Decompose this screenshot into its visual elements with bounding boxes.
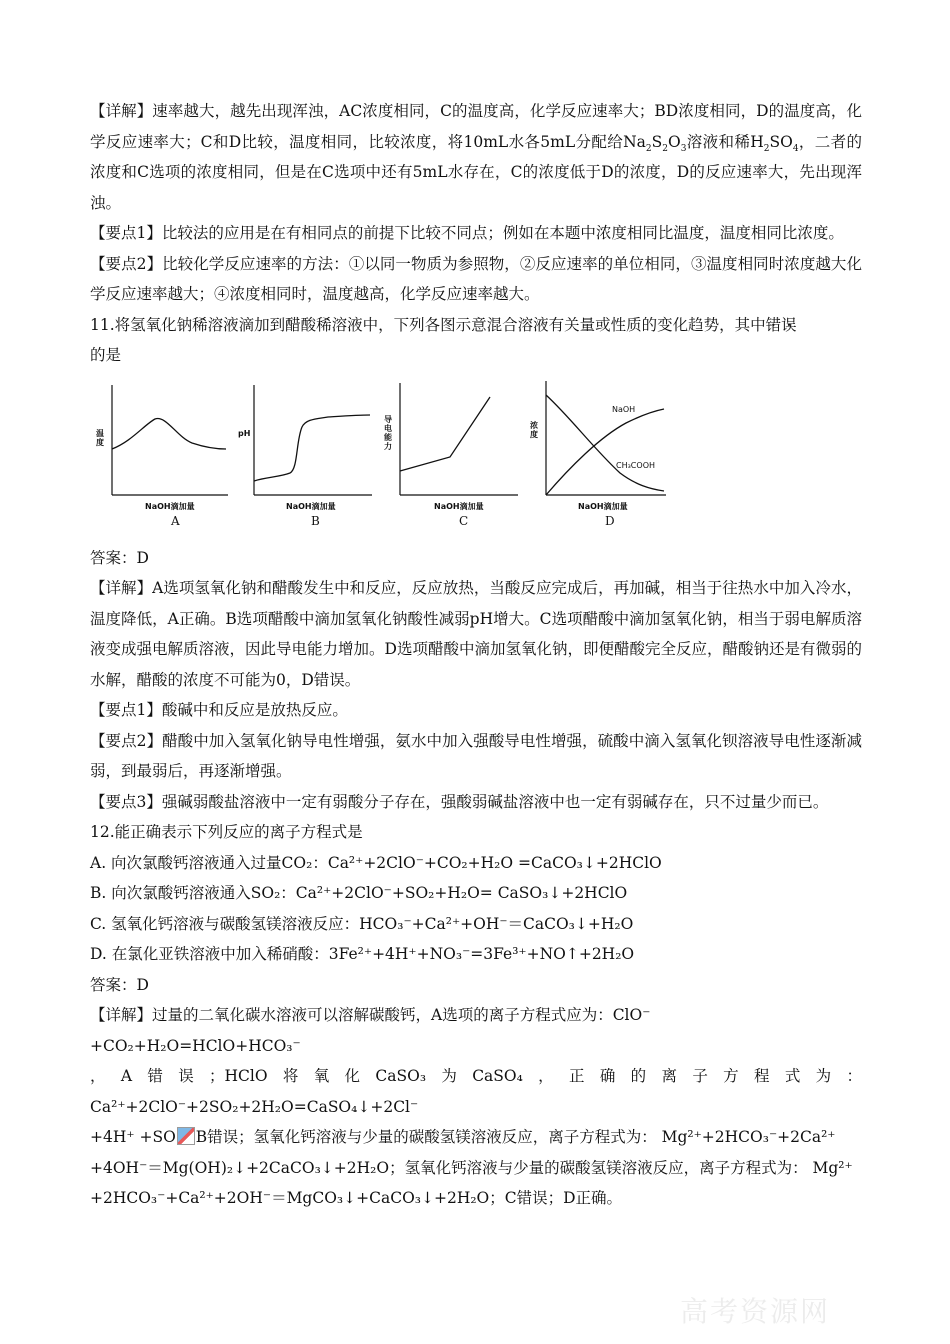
q10-point-1: 【要点1】比较法的应用是在有相同点的前提下比较不同点；例如在本题中浓度相同比温度，温度相同比浓度。 xyxy=(90,224,844,242)
q11-stem: 11.将氢氧化钠稀溶液滴加到醋酸稀溶液中，下列各图示意混合溶液有关量或性质的变化趋势，其中错 •误 • 的是 xyxy=(90,310,862,371)
document-body xyxy=(90,96,862,1214)
chart-c-svg xyxy=(382,377,527,537)
q12-option-b: B. 向次氯酸钙溶液通入SO₂：Ca²⁺+2ClO⁻+SO₂+H₂O= CaSO₃↓+2HClO xyxy=(90,884,628,902)
chart-a-ylabel: 温度 xyxy=(96,428,104,447)
q11-detail: 【详解】A选项氢氧化钠和醋酸发生中和反应，反应放热，当酸反应完成后，再加碱，相当于往热水中加入冷水，温度降低，A正确。B选项醋酸中滴加氢氧化钠酸性减弱pH增大。C选项醋酸中滴加氢氧化钠，相当于弱电解质溶液变成强电解质溶液，因此导电能力增加。D选项醋酸中滴加氢氧化钠，即便醋酸完全反应，醋酸钠还是有微弱的水解，醋酸的浓度不可能为0，D错误。 xyxy=(90,579,862,689)
q12-option-a: A. 向次氯酸钙溶液通入过量CO₂：Ca²⁺+2ClO⁻+CO₂+H₂O =CaCO₃↓+2HClO xyxy=(90,853,662,872)
chart-c-curve xyxy=(400,397,490,471)
q10-detail: 【详解】速率越大，越先出现浑浊，AC浓度相同，C的温度高，化学反应速率大；BD浓度相同，D的温度高，化学反应速率大；C和D比较，温度相同，比较浓度，将10mL水各5mL分配给$Na_2S_2O_3$溶液和稀$H_2SO_4$，二者的浓度和C选项的浓度相同，但是在C选项中还有5mL水存在，C的浓度低于D的浓度，D的反应速率大，先出现浑浊。 xyxy=(90,102,862,212)
q12-option-d: D. 在氯化亚铁溶液中加入稀硝酸：3Fe²⁺+4H⁺+NO₃⁻=3Fe³⁺+NO↑+2H₂O xyxy=(90,945,635,963)
chart-d-svg xyxy=(530,377,675,537)
chart-a-curve xyxy=(112,418,226,448)
q12-detail-line-1: 【详解】过量的二氧化碳水溶液可以溶解碳酸钙，A选项的离子方程式应为：ClO⁻ xyxy=(90,1006,651,1024)
chart-a-letter: A xyxy=(171,513,180,528)
q12-stem: 12.能正确表示下列反应的离子方程式是 xyxy=(90,823,363,841)
q12-answer: 答案：D xyxy=(90,975,149,994)
chart-d-letter: D xyxy=(605,513,615,528)
q11-point-3: 【要点3】强碱弱酸盐溶液中一定有弱酸分子存在，强酸弱碱盐溶液中也一定有弱碱存在，只不过量少而已。 xyxy=(90,792,829,811)
q12-detail-line-2: +CO₂+H₂O=HClO+HCO₃⁻ xyxy=(90,1036,301,1055)
q11-charts xyxy=(90,377,862,539)
chart-d-series-ch3cooh: CH₃COOH xyxy=(616,460,656,470)
q11-point-1: 【要点1】酸碱中和反应是放热反应。 xyxy=(90,701,348,719)
chart-b-letter: B xyxy=(311,513,320,528)
q11-point-2: 【要点2】醋酸中加入氢氧化钠导电性增强，氨水中加入强酸导电性增强，硫酸中滴入氢氧化钡溶液导电性逐渐减弱，到最弱后，再逐渐增强。 xyxy=(90,731,862,780)
chart-c-ylabel: 导电能力 xyxy=(384,414,392,451)
chart-d xyxy=(530,377,675,537)
q12-detail-line-4: +4H⁺ +SO B错误；氢氧化钙溶液与少量的碳酸氢镁溶液反应，离子方程式为： Mg²⁺+2HCO₃⁻+2Ca²⁺ xyxy=(90,1128,836,1146)
chart-b-xlabel: NaOH滴加量 xyxy=(286,501,336,511)
chart-d-ylabel: 浓度 xyxy=(530,420,538,439)
chart-a-xlabel: NaOH滴加量 xyxy=(145,501,195,511)
q10-point-2: 【要点2】比较化学反应速率的方法：①以同一物质为参照物，②反应速率的单位相同，③温度相同时浓度越大化学反应速率越大；④浓度相同时，温度越高，化学反应速率越大。 xyxy=(90,254,862,303)
q12-detail-line-5: +4OH⁻＝Mg(OH)₂↓+2CaCO₃↓+2H₂O；氢氧化钙溶液与少量的碳酸氢镁溶液反应，离子方程式为： Mg²⁺ xyxy=(90,1158,853,1177)
chart-d-series-naoh: NaOH xyxy=(612,404,636,414)
chart-d-xlabel: NaOH滴加量 xyxy=(578,501,628,511)
q11-answer: 答案：D xyxy=(90,548,149,567)
q12-detail-line-3: ，A错误；HClO将氧化CaSO₃为CaSO₄，正确的离子方程式为：Ca²⁺+2ClO⁻+2SO₂+2H₂O=CaSO₄↓+2Cl⁻ xyxy=(90,1067,862,1116)
chart-c-letter: C xyxy=(459,513,469,528)
chart-d-naoh-curve xyxy=(546,409,664,495)
chart-b-curve xyxy=(254,415,370,481)
broken-image-icon xyxy=(177,1127,195,1145)
chart-a-svg xyxy=(92,377,237,537)
watermark: 高考资源网 xyxy=(680,1295,831,1328)
chart-c xyxy=(382,377,527,537)
chart-d-ch3cooh-curve xyxy=(546,395,664,491)
chart-a xyxy=(92,377,237,537)
q12-detail-line-6: +2HCO₃⁻+Ca²⁺+2OH⁻＝MgCO₃↓+CaCO₃↓+2H₂O；C错误；D正确。 xyxy=(90,1189,623,1207)
chart-b xyxy=(236,377,381,537)
chart-b-ylabel: pH xyxy=(238,428,251,438)
q12-option-c: C. 氢氧化钙溶液与碳酸氢镁溶液反应：HCO₃⁻+Ca²⁺+OH⁻＝CaCO₃↓+H₂O xyxy=(90,914,634,933)
chart-c-xlabel: NaOH滴加量 xyxy=(434,501,484,511)
chart-b-svg xyxy=(236,377,381,537)
